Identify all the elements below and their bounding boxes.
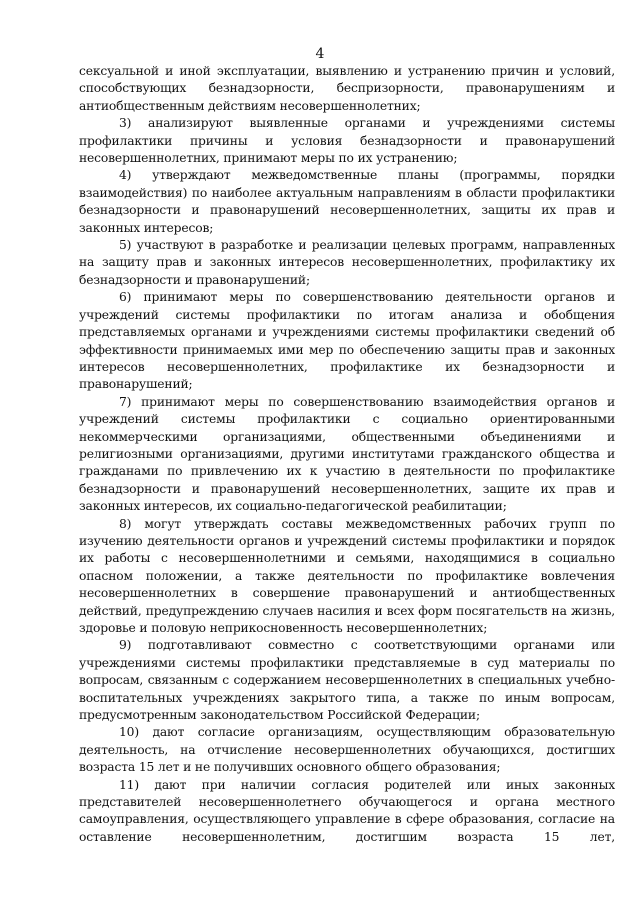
paragraph-item-10: 10) дают согласие организациям, осуществляющим образовательную деятельность, на отчисление несовершеннолетних обучающихся, достигших возраста 15 лет и не получивших основного общего образования;	[79, 725, 615, 775]
page-number: 4	[315, 46, 325, 62]
paragraph-item-11: 11) дают при наличии согласия родителей или иных законных представителей несовершеннолетнего обучающегося и органа местного самоуправления, осуществляющего управление в сфере образования, согласие на оставление несовершеннолетним, достигшим возраста 15 лет,	[79, 777, 615, 844]
paragraph-item-6: 6) принимают меры по совершенствованию деятельности органов и учреждений системы профилактики по итогам анализа и обобщения представляемых органами и учреждениями системы профилактики сведений об эффективности принимаемых ими мер по обеспечению защиты прав и законных интересов несовершеннолетних, профилактике их безнадзорности и правонарушений;	[79, 290, 615, 392]
paragraph-item-9: 9) подготавливают совместно с соответствующими органами или учреждениями системы профилактики представляемые в суд материалы по вопросам, связанным с содержанием несовершеннолетних в специальных учебно-воспитательных учреждениях закрытого типа, а также по иным вопросам, предусмотренным законодательством Российской Федерации;	[79, 638, 615, 723]
paragraph-item-5: 5) участвуют в разработке и реализации целевых программ, направленных на защиту прав и законных интересов несовершеннолетних, профилактику их безнадзорности и правонарушений;	[79, 238, 615, 287]
paragraph-continuation: сексуальной и иной эксплуатации, выявлению и устранению причин и условий, способствующих безнадзорности, беспризорности, правонарушениям и антиобщественным действиям несовершеннолетних;	[79, 64, 615, 113]
paragraph-item-4: 4) утверждают межведомственные планы (программы, порядки взаимодействия) по наиболее актуальным направлениям в области профилактики безнадзорности и правонарушений несовершеннолетних, защиты их прав и законных интересов;	[79, 168, 615, 235]
paragraph-item-3: 3) анализируют выявленные органами и учреждениями системы профилактики причины и условия безнадзорности и правонарушений несовершеннолетних, принимают меры по их устранению;	[79, 116, 615, 166]
paragraph-item-8: 8) могут утверждать составы межведомственных рабочих групп по изучению деятельности органов и учреждений системы профилактики и порядок их работы с несовершеннолетними и семьями, находящимися в социально опасном положении, а также деятельности по профилактике вовлечения несовершеннолетних в совершение правонарушений и антиобщественных действий, предупреждению случаев насилия и всех форм посягательств на жизнь, здоровье и половую неприкосновенность несовершеннолетних;	[79, 516, 615, 635]
document-body	[79, 63, 615, 846]
paragraph-item-7: 7) принимают меры по совершенствованию взаимодействия органов и учреждений системы профилактики с социально ориентированными некоммерческими организациями, общественными объединениями и религиозными организациями, другими институтами гражданского общества и гражданами по привлечению их к участию в деятельности по профилактике безнадзорности и правонарушений несовершеннолетних, защите их прав и законных интересов, их социально-педагогической реабилитации;	[79, 394, 615, 514]
